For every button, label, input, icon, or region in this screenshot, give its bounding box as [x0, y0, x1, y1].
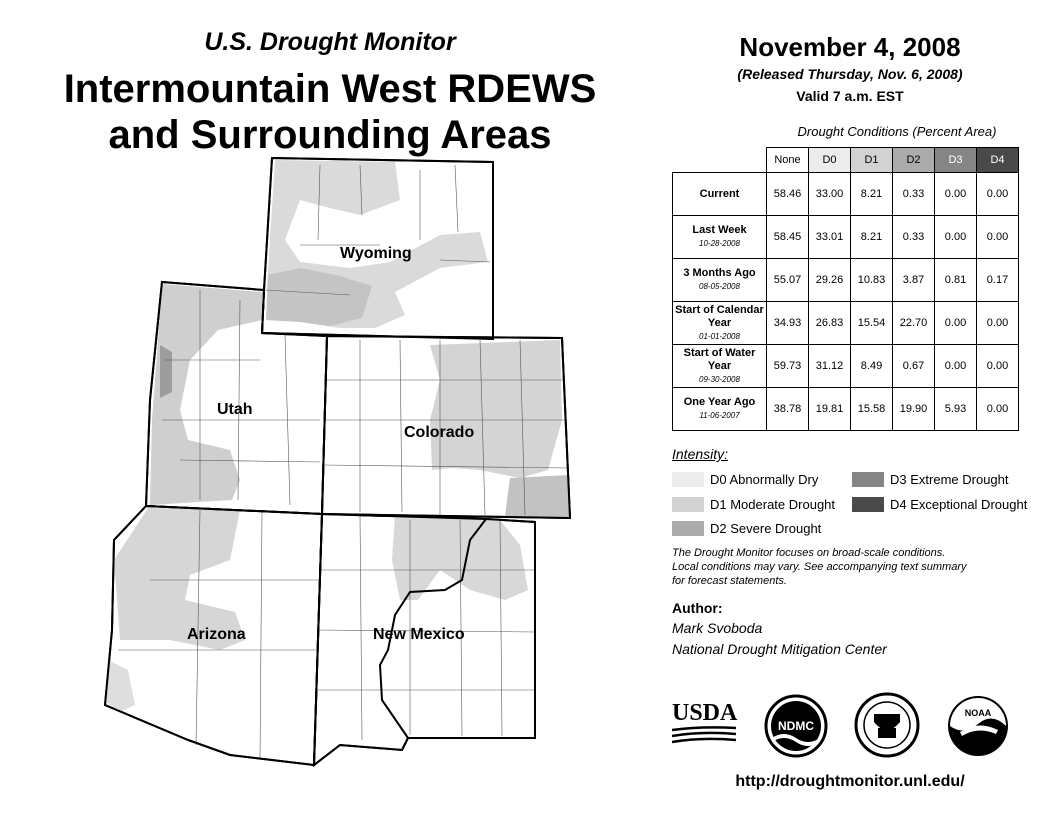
table-cell: 0.81: [935, 259, 977, 302]
legend-swatch: [852, 497, 884, 512]
label-new-mexico: New Mexico: [373, 626, 465, 643]
commerce-seal-icon: [854, 692, 920, 758]
table-cell: 8.21: [851, 216, 893, 259]
table-cell: 58.46: [767, 173, 809, 216]
table-cell: 0.00: [977, 388, 1019, 431]
table-cell: 0.00: [935, 216, 977, 259]
label-arizona: Arizona: [187, 626, 246, 643]
table-cell: 0.00: [935, 302, 977, 345]
legend-swatch: [672, 472, 704, 487]
valid-time: Valid 7 a.m. EST: [796, 88, 904, 104]
table-cell: 3.87: [893, 259, 935, 302]
table-row: [673, 259, 1019, 302]
row-label: Last Week 10-28-2008: [673, 216, 767, 259]
legend-item-d3: [852, 472, 1009, 487]
legend-label: D4 Exceptional Drought: [890, 497, 1028, 512]
table-row: [673, 388, 1019, 431]
table-cell: 33.01: [809, 216, 851, 259]
col-header: D2: [893, 148, 935, 173]
table-cell: 58.45: [767, 216, 809, 259]
row-label: Current: [673, 173, 767, 216]
table-corner: [673, 148, 767, 173]
report-date: November 4, 2008: [739, 32, 961, 62]
legend-label: D2 Severe Drought: [710, 521, 822, 536]
author-heading: Author:: [672, 600, 723, 616]
drought-table: [672, 147, 1019, 431]
table-cell: 0.17: [977, 259, 1019, 302]
map-title: [0, 66, 660, 158]
col-header: D1: [851, 148, 893, 173]
note-line: Local conditions may vary. See accompanying text summary: [672, 561, 967, 573]
map-title-line1: Intermountain West RDEWS: [63, 67, 597, 111]
legend-swatch: [672, 497, 704, 512]
label-colorado: Colorado: [404, 424, 475, 441]
table-cell: 0.00: [977, 345, 1019, 388]
table-cell: 0.00: [977, 173, 1019, 216]
col-header: D3: [935, 148, 977, 173]
table-cell: 38.78: [767, 388, 809, 431]
legend-swatch: [852, 472, 884, 487]
map-title-line2: and Surrounding Areas: [108, 113, 552, 157]
table-cell: 0.33: [893, 216, 935, 259]
disclaimer-note: [672, 546, 1032, 588]
table-caption: Drought Conditions (Percent Area): [797, 124, 997, 139]
ndmc-logo: [764, 694, 828, 758]
release-date: (Released Thursday, Nov. 6, 2008): [737, 66, 963, 82]
legend-item-d2: [672, 521, 821, 536]
drought-d2-utah: [160, 345, 172, 398]
table-cell: 26.83: [809, 302, 851, 345]
map-subtitle: U.S. Drought Monitor: [204, 28, 456, 56]
legend-item-d1: [672, 497, 835, 512]
table-header-row: [673, 148, 1019, 173]
legend-item-d0: [672, 472, 818, 487]
table-cell: 8.21: [851, 173, 893, 216]
col-header: None: [767, 148, 809, 173]
row-label: Start of Calendar Year 01-01-2008: [673, 302, 767, 345]
table-cell: 31.12: [809, 345, 851, 388]
usda-logo: USDA: [672, 700, 736, 750]
table-cell: 15.54: [851, 302, 893, 345]
label-wyoming: Wyoming: [340, 245, 412, 262]
legend-label: D0 Abnormally Dry: [710, 472, 819, 487]
col-header: D0: [809, 148, 851, 173]
table-cell: 34.93: [767, 302, 809, 345]
table-cell: 0.00: [935, 345, 977, 388]
author-name: Mark Svoboda: [672, 620, 763, 636]
table-cell: 15.58: [851, 388, 893, 431]
table-cell: 19.81: [809, 388, 851, 431]
table-cell: 29.26: [809, 259, 851, 302]
table-cell: 0.00: [977, 216, 1019, 259]
svg-text:NOAA: NOAA: [964, 708, 992, 718]
row-label: 3 Months Ago 08-05-2008: [673, 259, 767, 302]
table-cell: 59.73: [767, 345, 809, 388]
row-label: Start of Water Year 09-30-2008: [673, 345, 767, 388]
table-cell: 8.49: [851, 345, 893, 388]
table-cell: 55.07: [767, 259, 809, 302]
legend-item-d4: [852, 497, 1027, 512]
author-org: National Drought Mitigation Center: [672, 641, 887, 657]
note-line: The Drought Monitor focuses on broad-scale conditions.: [672, 547, 946, 559]
legend-heading: Intensity:: [672, 446, 729, 462]
drought-map: [90, 150, 580, 770]
table-cell: 0.67: [893, 345, 935, 388]
row-label: One Year Ago 11-06-2007: [673, 388, 767, 431]
drought-d1-colorado: [505, 475, 570, 518]
legend-swatch: [672, 521, 704, 536]
noaa-logo: [946, 694, 1010, 758]
table-row: [673, 173, 1019, 216]
svg-text:NDMC: NDMC: [778, 719, 814, 733]
table-cell: 0.33: [893, 173, 935, 216]
note-line: for forecast statements.: [672, 575, 787, 587]
footer-url[interactable]: http://droughtmonitor.unl.edu/: [735, 773, 965, 790]
table-cell: 22.70: [893, 302, 935, 345]
table-row: [673, 302, 1019, 345]
table-cell: 10.83: [851, 259, 893, 302]
drought-d0-colorado: [430, 340, 562, 478]
table-row: [673, 345, 1019, 388]
label-utah: Utah: [217, 401, 253, 418]
col-header: D4: [977, 148, 1019, 173]
table-cell: 5.93: [935, 388, 977, 431]
table-cell: 0.00: [935, 173, 977, 216]
table-cell: 33.00: [809, 173, 851, 216]
table-cell: 19.90: [893, 388, 935, 431]
table-row: [673, 216, 1019, 259]
table-cell: 0.00: [977, 302, 1019, 345]
usda-stripes-icon: [672, 726, 736, 746]
legend-label: D1 Moderate Drought: [710, 497, 836, 512]
legend-label: D3 Extreme Drought: [890, 472, 1009, 487]
